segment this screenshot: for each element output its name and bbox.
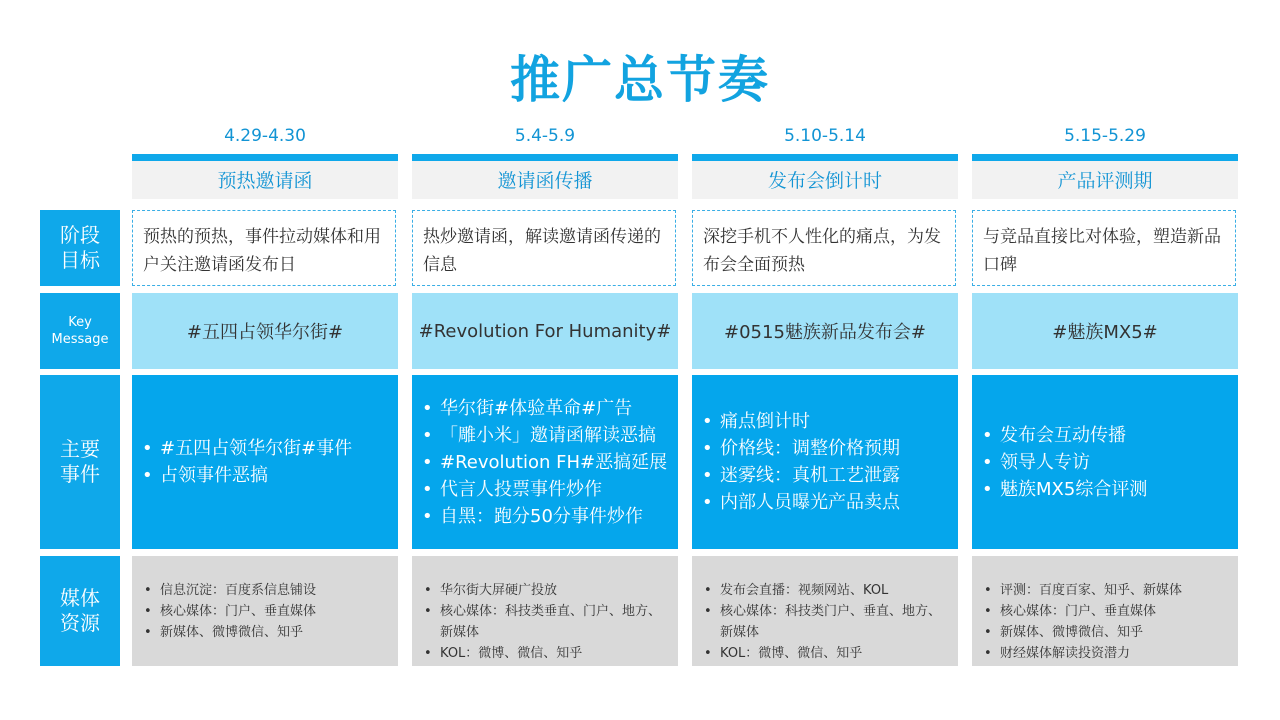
stage-header-bar — [692, 154, 958, 161]
row-label-media — [40, 556, 120, 666]
stage-header-bar — [972, 154, 1238, 161]
media-item — [424, 643, 664, 664]
bullet-icon: • — [982, 478, 993, 500]
media-item-text: 核心媒体：门户、垂直媒体 — [1000, 604, 1157, 619]
row-label-media-text: 媒体 资源 — [60, 586, 100, 635]
bullet-icon: • — [984, 583, 992, 598]
event-item-text: 发布会互动传播 — [1000, 424, 1126, 446]
media-item-text: 华尔街大屏硬广投放 — [440, 583, 558, 598]
event-item — [702, 462, 958, 489]
media-item-text: 信息沉淀：百度系信息铺设 — [160, 583, 317, 598]
bullet-icon: • — [704, 583, 712, 598]
bullet-icon: • — [424, 604, 432, 619]
event-item-text: 领导人专访 — [1000, 451, 1090, 473]
event-item-text: 华尔街#体验革命#广告 — [440, 397, 633, 419]
media-item — [424, 601, 664, 643]
event-item — [422, 503, 678, 530]
stage-goal: 预热的预热，事件拉动媒体和用户关注邀请函发布日 — [132, 210, 396, 286]
event-item — [982, 422, 1238, 449]
event-item-text: #Revolution FH#恶搞延展 — [440, 451, 668, 473]
row-label-events — [40, 375, 120, 549]
media-item-text: KOL：微博、微信、知乎 — [440, 646, 583, 661]
stage-date: 4.29-4.30 — [224, 126, 306, 146]
media-item-text: 财经媒体解读投资潜力 — [1000, 646, 1131, 661]
event-item — [422, 449, 678, 476]
bullet-icon: • — [422, 451, 433, 473]
stage-events — [972, 375, 1238, 549]
bullet-icon: • — [142, 465, 153, 486]
event-item — [142, 462, 398, 489]
event-item-text: 价格线：调整价格预期 — [720, 438, 900, 459]
bullet-icon: • — [704, 646, 712, 661]
stage-phase-title: 产品评测期 — [972, 161, 1238, 199]
event-item — [422, 422, 678, 449]
bullet-icon: • — [702, 465, 713, 486]
media-item — [984, 580, 1224, 601]
event-item-text: 代言人投票事件炒作 — [440, 478, 602, 500]
row-label-goal — [40, 210, 120, 286]
stage-events — [412, 375, 678, 549]
row-label-key-message-text: Key Message — [51, 315, 109, 347]
bullet-icon: • — [702, 438, 713, 459]
bullet-icon: • — [982, 424, 993, 446]
bullet-icon: • — [984, 646, 992, 661]
media-item-text: KOL：微博、微信、知乎 — [720, 646, 863, 661]
bullet-icon: • — [704, 604, 712, 619]
stage-media — [412, 556, 678, 666]
media-item — [704, 601, 944, 643]
media-item-text: 新媒体、微博微信、知乎 — [1000, 625, 1144, 640]
stage-header-bar — [412, 154, 678, 161]
bullet-icon: • — [144, 604, 152, 619]
stage-phase-title: 邀请函传播 — [412, 161, 678, 199]
bullet-icon: • — [984, 604, 992, 619]
event-item — [982, 449, 1238, 476]
stage-events — [692, 375, 958, 549]
bullet-icon: • — [424, 583, 432, 598]
event-item-text: 自黑：跑分50分事件炒作 — [440, 505, 643, 527]
stage-key-message: #魅族MX5# — [972, 293, 1238, 369]
stage-goal: 深挖手机不人性化的痛点，为发布会全面预热 — [692, 210, 956, 286]
stage-phase-title: 预热邀请函 — [132, 161, 398, 199]
event-item — [702, 435, 958, 462]
media-item-text: 评测：百度百家、知乎、新媒体 — [1000, 583, 1183, 598]
media-item-text: 发布会直播：视频网站、KOL — [720, 583, 889, 598]
event-item-text: 痛点倒计时 — [720, 411, 810, 432]
stage-date: 5.15-5.29 — [1064, 126, 1146, 146]
stage-media — [692, 556, 958, 666]
stage-goal: 热炒邀请函，解读邀请函传递的信息 — [412, 210, 676, 286]
stage-date: 5.4-5.9 — [514, 126, 576, 146]
stage-key-message: #五四占领华尔街# — [132, 293, 398, 369]
bullet-icon: • — [702, 492, 713, 513]
event-item-text: 迷雾线：真机工艺泄露 — [720, 465, 900, 486]
row-label-goal-text: 阶段 目标 — [60, 223, 100, 272]
bullet-icon: • — [144, 625, 152, 640]
event-item-text: #五四占领华尔街#事件 — [160, 438, 353, 459]
media-item — [144, 622, 384, 643]
bullet-icon: • — [984, 625, 992, 640]
media-item-text: 核心媒体：科技类门户、垂直、地方、新媒体 — [720, 604, 942, 640]
media-item — [984, 601, 1224, 622]
media-item — [984, 622, 1224, 643]
bullet-icon: • — [422, 505, 433, 527]
media-item — [144, 601, 384, 622]
stage-header-bar — [132, 154, 398, 161]
bullet-icon: • — [422, 478, 433, 500]
stage-events — [132, 375, 398, 549]
bullet-icon: • — [702, 411, 713, 432]
stage-media — [972, 556, 1238, 666]
stage-key-message: #0515魅族新品发布会# — [692, 293, 958, 369]
stage-goal: 与竞品直接比对体验，塑造新品口碑 — [972, 210, 1236, 286]
bullet-icon: • — [982, 451, 993, 473]
row-label-events-text: 主要 事件 — [60, 437, 100, 486]
bullet-icon: • — [144, 583, 152, 598]
stage-media — [132, 556, 398, 666]
bullet-icon: • — [422, 397, 433, 419]
event-item-text: 占领事件恶搞 — [160, 465, 268, 486]
stage-phase-title: 发布会倒计时 — [692, 161, 958, 199]
media-item — [704, 643, 944, 664]
bullet-icon: • — [422, 424, 433, 446]
bullet-icon: • — [142, 438, 153, 459]
media-item — [424, 580, 664, 601]
media-item — [144, 580, 384, 601]
event-item — [702, 489, 958, 516]
event-item — [422, 476, 678, 503]
bullet-icon: • — [424, 646, 432, 661]
event-item — [982, 476, 1238, 503]
stage-key-message: #Revolution For Humanity# — [412, 293, 678, 369]
event-item-text: 魅族MX5综合评测 — [1000, 478, 1148, 500]
event-item-text: 「雕小米」邀请函解读恶搞 — [440, 424, 656, 446]
event-item — [142, 435, 398, 462]
event-item — [422, 395, 678, 422]
row-label-key-message — [40, 293, 120, 369]
media-item-text: 核心媒体：门户、垂直媒体 — [160, 604, 317, 619]
stage-date: 5.10-5.14 — [784, 126, 866, 146]
media-item — [984, 643, 1224, 664]
media-item-text: 核心媒体：科技类垂直、门户、地方、新媒体 — [440, 604, 662, 640]
page-title: 推广总节奏 — [510, 51, 770, 109]
event-item-text: 内部人员曝光产品卖点 — [720, 492, 900, 513]
event-item — [702, 408, 958, 435]
media-item — [704, 580, 944, 601]
media-item-text: 新媒体、微博微信、知乎 — [160, 625, 304, 640]
